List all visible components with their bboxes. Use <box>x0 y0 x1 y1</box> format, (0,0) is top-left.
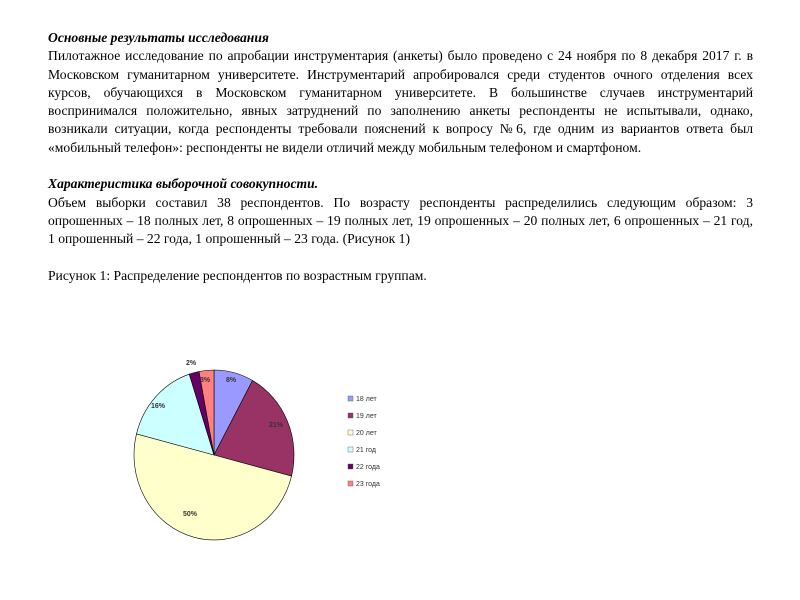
legend-swatch <box>348 464 353 469</box>
legend-label: 20 лет <box>356 430 377 437</box>
slice-label: 8% <box>225 377 237 384</box>
document-body <box>48 29 753 285</box>
legend-label: 22 года <box>356 464 380 471</box>
legend-label: 19 лет <box>356 413 377 420</box>
legend-swatch <box>348 430 353 435</box>
legend-label: 18 лет <box>356 396 377 403</box>
legend-swatch <box>348 396 353 401</box>
sample-paragraph: Объем выборки составил 38 респондентов. По возрасту респонденты распределились следующим образом: 3 опрошенных – 18 полных лет, 8 опрошенных – 19 полных лет, 19 опрошенных – 20 полных лет, 6 опрошенных – 21 год, 1 опрошенный – 22 года, 1 опрошенный – 23 года. (Рисунок 1) <box>48 194 753 247</box>
legend-swatch <box>348 447 353 452</box>
pie-chart <box>110 355 440 545</box>
legend-swatch <box>348 481 353 486</box>
legend-label: 23 года <box>356 481 380 488</box>
legend-label: 21 год <box>356 447 376 454</box>
slice-label: 16% <box>150 403 166 410</box>
legend-swatch <box>348 413 353 418</box>
section-heading-results: Основные результаты исследования <box>48 30 269 45</box>
figure-caption: Рисунок 1: Распределение респондентов по возрастным группам. <box>48 267 427 283</box>
slice-label: 21% <box>268 422 284 429</box>
slice-label: 3% <box>199 377 211 384</box>
pie-chart-svg <box>110 355 440 545</box>
results-paragraph: Пилотажное исследование по апробации инструментария (анкеты) было проведено с 24 ноября по 8 декабря 2017 г. в Московском гуманитарном университете. Инструментарий апробировался среди студентов очного отделения всех курсов, обучающихся в Московском гуманитарном университете. В большинстве случаев инструментарий воспринимался положительно, явных затруднений по заполнению анкеты респонденты не испытывали, однако, возникали ситуации, когда респонденты требовали пояснений к вопросу №6, где одним из вариантов ответа был «мобильный телефон»: респонденты не видели отличий между мобильным телефоном и смартфоном. <box>48 48 753 155</box>
slice-label: 50% <box>182 511 198 518</box>
section-heading-sample: Характеристика выборочной совокупности. <box>48 176 319 192</box>
slice-label: 2% <box>185 360 197 367</box>
